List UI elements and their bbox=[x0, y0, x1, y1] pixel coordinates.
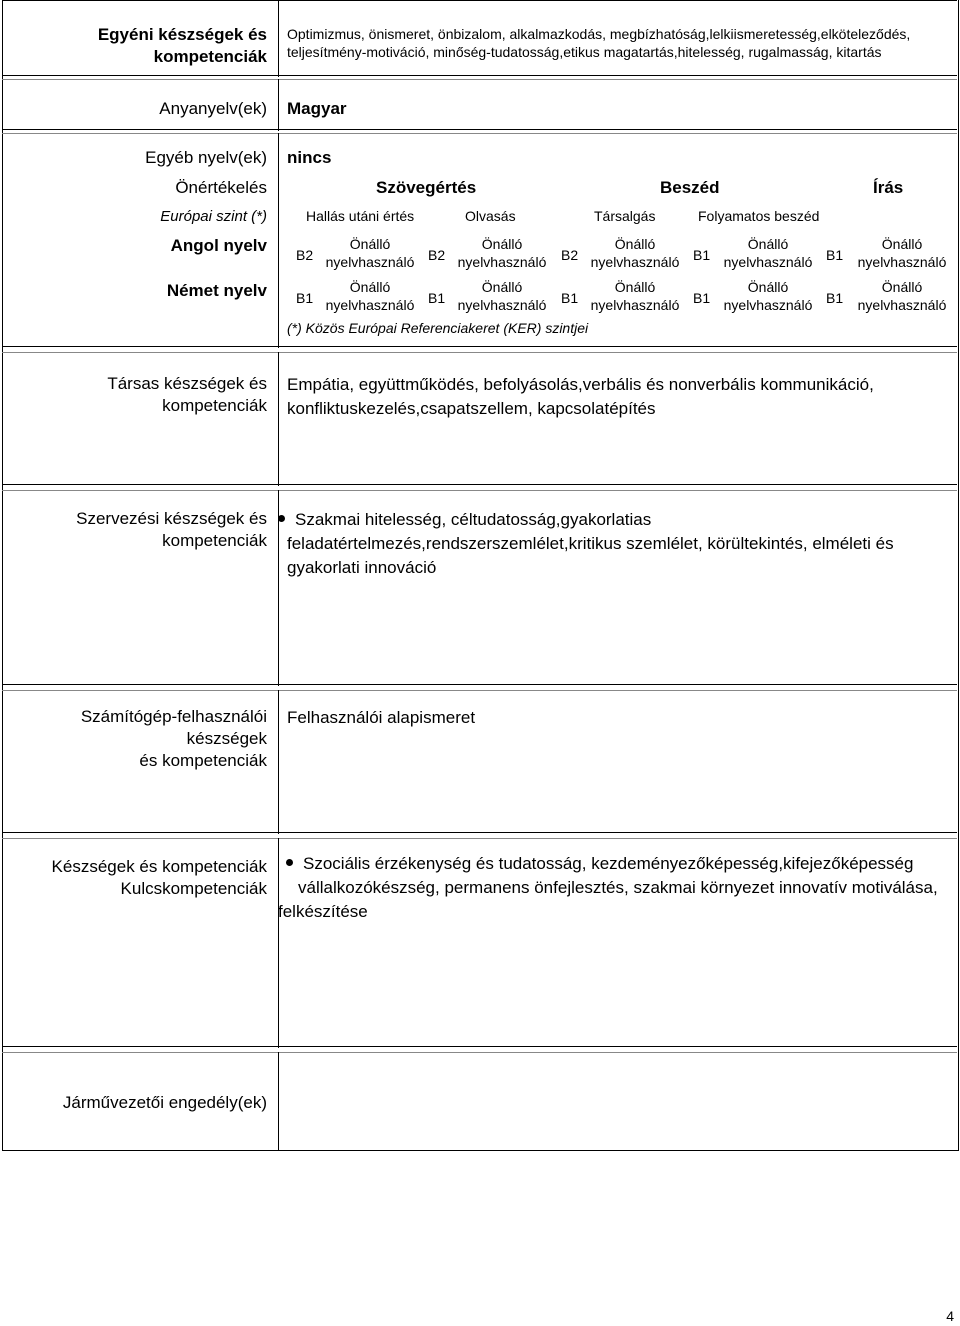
rule-4b bbox=[2, 490, 957, 491]
col-understanding: Szövegértés bbox=[376, 178, 477, 197]
social-text-line2: konfliktuskezelés,csapatszellem, kapcsolatépítés bbox=[287, 399, 656, 418]
rule-3 bbox=[2, 346, 957, 347]
desc-line1: Önálló bbox=[349, 279, 391, 295]
key-label-line2: Kulcskompetenciák bbox=[120, 879, 267, 898]
personal-text bbox=[287, 25, 910, 61]
mother-tongue-label: Anyanyelv(ek) bbox=[159, 99, 267, 118]
desc-line2: nyelvhasználó bbox=[325, 254, 415, 270]
organisational-text-line1: Szakmai hitelesség, céltudatosság,gyakorlatias bbox=[295, 510, 652, 529]
language-name-english: Angol nyelv bbox=[170, 236, 267, 255]
label-divider-2 bbox=[278, 79, 279, 131]
label-divider-3 bbox=[278, 133, 279, 348]
desc-line1: Önálló bbox=[614, 236, 656, 252]
german-desc-writing bbox=[852, 278, 952, 314]
computer-value: Felhasználói alapismeret bbox=[287, 708, 476, 727]
col-speaking: Beszéd bbox=[660, 178, 720, 197]
sub-production: Folyamatos beszéd bbox=[698, 208, 820, 224]
german-level-interaction: B1 bbox=[561, 290, 579, 306]
desc-line1: Önálló bbox=[349, 236, 391, 252]
english-desc-production bbox=[718, 235, 818, 271]
col-writing: Írás bbox=[873, 178, 904, 197]
english-desc-writing bbox=[852, 235, 952, 271]
desc-line1: Önálló bbox=[747, 236, 789, 252]
rule-7b bbox=[2, 1052, 957, 1053]
label-divider-4 bbox=[278, 352, 279, 486]
rule-3b bbox=[2, 352, 957, 353]
label-divider-8 bbox=[278, 1052, 279, 1150]
driving-label: Járművezetői engedély(ek) bbox=[62, 1093, 267, 1112]
english-level-production: B1 bbox=[693, 247, 711, 263]
personal-label-line2: kompetenciák bbox=[153, 47, 267, 66]
organisational-label bbox=[76, 508, 267, 552]
organisational-text bbox=[278, 508, 894, 580]
rule-7 bbox=[2, 1046, 957, 1047]
other-languages-label: Egyéb nyelv(ek) bbox=[145, 148, 267, 167]
organisational-label-line2: kompetenciák bbox=[162, 531, 267, 550]
rule-6b bbox=[2, 838, 957, 839]
other-languages-value: nincs bbox=[287, 148, 332, 167]
desc-line2: nyelvhasználó bbox=[590, 297, 680, 313]
english-level-listening: B2 bbox=[296, 247, 314, 263]
rule-5 bbox=[2, 684, 957, 685]
personal-label bbox=[98, 24, 267, 68]
german-level-reading: B1 bbox=[428, 290, 446, 306]
organisational-text-line3: gyakorlati innováció bbox=[287, 558, 437, 577]
desc-line2: nyelvhasználó bbox=[723, 254, 813, 270]
personal-text-line2: teljesítmény-motiváció, minőség-tudatosság,etikus magatartás,hitelesség, rugalmasság, kitartás bbox=[287, 44, 882, 60]
desc-line2: nyelvhasználó bbox=[723, 297, 813, 313]
language-name-german: Német nyelv bbox=[166, 281, 267, 300]
key-text-line1: Szociális érzékenység és tudatosság, kezdeményezőképesség,kifejezőképesség bbox=[303, 854, 914, 873]
social-label: Társas készségek és kompetenciák bbox=[107, 374, 267, 415]
german-level-writing: B1 bbox=[826, 290, 844, 306]
mother-tongue-value: Magyar bbox=[287, 99, 347, 118]
self-assessment-label: Önértékelés bbox=[175, 178, 267, 197]
english-level-reading: B2 bbox=[428, 247, 446, 263]
rule-4 bbox=[2, 484, 957, 485]
english-level-writing: B1 bbox=[826, 247, 844, 263]
desc-line2: nyelvhasználó bbox=[457, 297, 547, 313]
european-level-label: Európai szint (*) bbox=[160, 208, 267, 225]
organisational-text-line2: feladatértelmezés,rendszerszemlélet,kritikus szemlélet, körültekintés, elméleti és bbox=[287, 534, 894, 553]
sub-listening: Hallás utáni értés bbox=[306, 208, 415, 224]
german-level-production: B1 bbox=[693, 290, 711, 306]
desc-line2: nyelvhasználó bbox=[457, 254, 547, 270]
desc-line1: Önálló bbox=[481, 236, 523, 252]
sub-interaction: Társalgás bbox=[594, 208, 656, 224]
organisational-label-line1: Szervezési készségek és bbox=[76, 509, 267, 528]
desc-line1: Önálló bbox=[614, 279, 656, 295]
rule-2 bbox=[2, 129, 957, 130]
computer-label-line2: és kompetenciák bbox=[139, 751, 267, 770]
cefr-footnote: (*) Közös Európai Referenciakeret (KER) szintjei bbox=[287, 320, 589, 336]
social-text-line1: Empátia, együttműködés, befolyásolás,verbális és nonverbális kommunikáció, bbox=[287, 375, 874, 394]
rule-1 bbox=[2, 75, 957, 76]
key-label bbox=[52, 856, 267, 900]
page-number: 4 bbox=[946, 1308, 954, 1324]
bullet-icon bbox=[286, 859, 293, 866]
computer-label-line1: Számítógép-felhasználói készségek bbox=[80, 707, 267, 748]
english-level-interaction: B2 bbox=[561, 247, 579, 263]
desc-line1: Önálló bbox=[881, 279, 923, 295]
english-desc-listening bbox=[320, 235, 420, 271]
desc-line2: nyelvhasználó bbox=[590, 254, 680, 270]
key-text-line2: vállalkozókészség, permanens önfejlesztés, szakmai környezet innovatív motiválása, bbox=[298, 878, 938, 897]
rule-2b bbox=[2, 133, 957, 134]
label-divider-1 bbox=[278, 0, 279, 77]
desc-line1: Önálló bbox=[481, 279, 523, 295]
german-desc-interaction bbox=[585, 278, 685, 314]
desc-line2: nyelvhasználó bbox=[857, 297, 947, 313]
computer-label bbox=[0, 706, 267, 772]
english-desc-interaction bbox=[585, 235, 685, 271]
key-label-line1: Készségek és kompetenciák bbox=[51, 857, 267, 876]
personal-label-line1: Egyéni készségek és bbox=[97, 25, 267, 44]
top-rule bbox=[2, 0, 957, 1]
desc-line2: nyelvhasználó bbox=[857, 254, 947, 270]
sub-reading: Olvasás bbox=[465, 208, 516, 224]
key-text-line3: felkészítése bbox=[278, 902, 368, 921]
german-level-listening: B1 bbox=[296, 290, 314, 306]
desc-line1: Önálló bbox=[881, 236, 923, 252]
german-desc-reading bbox=[452, 278, 552, 314]
desc-line1: Önálló bbox=[747, 279, 789, 295]
key-text bbox=[278, 852, 938, 924]
social-text bbox=[287, 373, 874, 421]
personal-text-line1: Optimizmus, önismeret, önbizalom, alkalmazkodás, megbízhatóság,lelkiismeretesség,elköteleződés, bbox=[287, 26, 911, 42]
english-desc-reading bbox=[452, 235, 552, 271]
rule-1b bbox=[2, 79, 957, 80]
rule-5b bbox=[2, 690, 957, 691]
label-divider-6 bbox=[278, 690, 279, 834]
rule-6 bbox=[2, 832, 957, 833]
bullet-icon bbox=[278, 515, 285, 522]
german-desc-listening bbox=[320, 278, 420, 314]
german-desc-production bbox=[718, 278, 818, 314]
desc-line2: nyelvhasználó bbox=[325, 297, 415, 313]
